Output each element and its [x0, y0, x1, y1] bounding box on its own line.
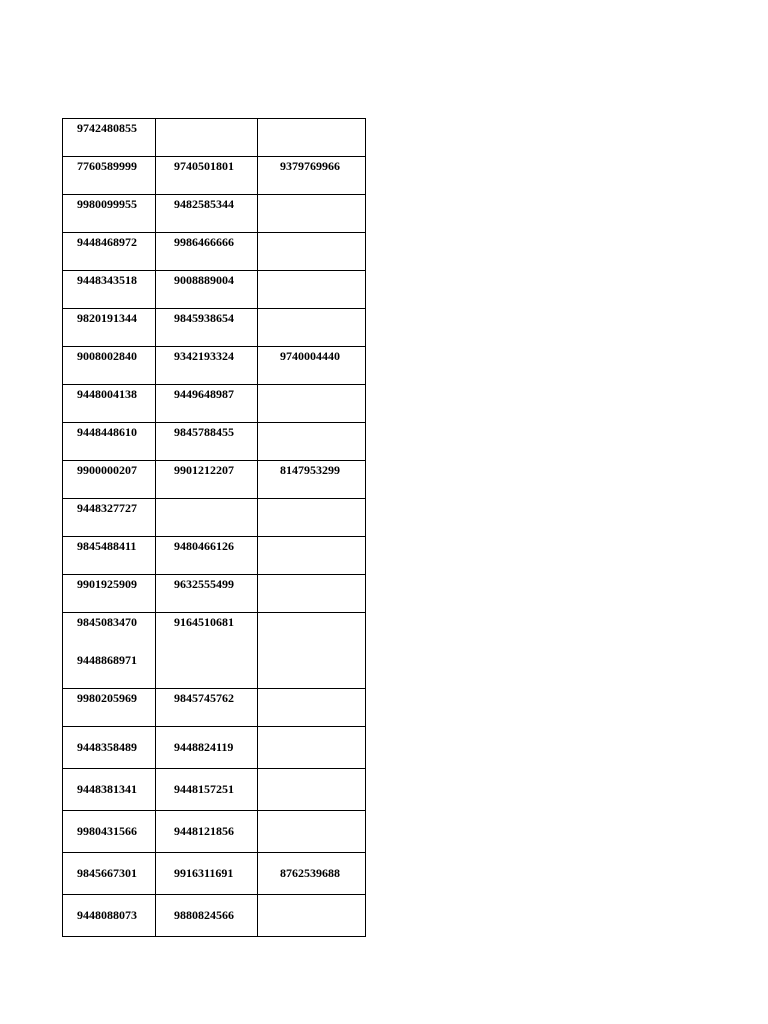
table-cell: [63, 537, 156, 575]
table-row: [63, 119, 366, 157]
cell-text: [258, 271, 365, 273]
cell-text: 9448327727: [77, 501, 137, 515]
table-cell: [156, 423, 258, 461]
table-cell: [156, 575, 258, 613]
table-cell: [156, 895, 258, 937]
cell-text: 9448468972: [77, 235, 137, 249]
table-cell: [156, 689, 258, 727]
cell-text: 7760589999: [77, 159, 137, 173]
table-cell: [258, 727, 366, 769]
cell-text: 9901925909: [77, 577, 137, 591]
cell-text: 9448448610: [77, 425, 137, 439]
cell-text: 9448824119: [174, 740, 234, 754]
table-cell: [156, 119, 258, 157]
cell-text: 9845938654: [174, 311, 234, 325]
table-cell: [63, 423, 156, 461]
table-cell: [258, 271, 366, 309]
table-cell: [63, 271, 156, 309]
cell-text: 9448381341: [77, 782, 137, 796]
cell-text: [258, 499, 365, 501]
table-row: [63, 461, 366, 499]
table-cell: [63, 347, 156, 385]
table-cell: [258, 385, 366, 423]
table-cell: [156, 769, 258, 811]
table-row: [63, 499, 366, 537]
cell-text: 9845083470: [77, 615, 137, 629]
table-cell: [156, 499, 258, 537]
table-row: [63, 233, 366, 271]
table-cell: [63, 811, 156, 853]
cell-text: 8147953299: [280, 463, 340, 477]
cell-text: 9480466126: [174, 539, 234, 553]
table-cell: [258, 811, 366, 853]
cell-text: [258, 119, 365, 121]
cell-text: 9448343518: [77, 273, 137, 287]
table-cell: [63, 195, 156, 233]
table-cell: [258, 195, 366, 233]
table-cell: [63, 613, 156, 689]
table-row: [63, 347, 366, 385]
table-cell: [156, 233, 258, 271]
table-cell: [258, 689, 366, 727]
table-cell: [258, 853, 366, 895]
table-cell: [156, 461, 258, 499]
table-cell: [63, 309, 156, 347]
table-cell: [156, 271, 258, 309]
table-cell: [63, 157, 156, 195]
table-cell: [63, 233, 156, 271]
phone-number-table: [62, 118, 366, 937]
cell-text: 9342193324: [174, 349, 234, 363]
table-row: [63, 537, 366, 575]
cell-text: [156, 119, 257, 121]
cell-text: 9448088073: [77, 908, 137, 922]
table-cell: [63, 769, 156, 811]
table-row: [63, 309, 366, 347]
table-cell: [258, 347, 366, 385]
cell-text: 9980431566: [77, 824, 137, 838]
table-cell: [258, 537, 366, 575]
cell-text: 9008889004: [174, 273, 234, 287]
cell-text: [258, 811, 365, 824]
table-cell: [156, 613, 258, 689]
table-row: [63, 423, 366, 461]
table-cell: [63, 575, 156, 613]
table-cell: [63, 853, 156, 895]
cell-text: [258, 233, 365, 235]
table-cell: [156, 195, 258, 233]
table-row: [63, 689, 366, 727]
table-cell: [258, 613, 366, 689]
table-cell: [63, 895, 156, 937]
cell-text: 9449648987: [174, 387, 234, 401]
table-row: [63, 385, 366, 423]
table-cell: [258, 895, 366, 937]
cell-text: 9980099955: [77, 197, 137, 211]
cell-text: 9980205969: [77, 691, 137, 705]
cell-text: [258, 613, 365, 615]
cell-text: 9880824566: [174, 908, 234, 922]
table-cell: [258, 461, 366, 499]
cell-text: 9448157251: [174, 782, 234, 796]
cell-text: 9740004440: [280, 349, 340, 363]
table-cell: [63, 119, 156, 157]
cell-text: 9482585344: [174, 197, 234, 211]
table-row: [63, 157, 366, 195]
cell-text: 9008002840: [77, 349, 137, 363]
cell-text: 9448868971: [77, 653, 137, 667]
table-cell: [258, 575, 366, 613]
table-row: [63, 853, 366, 895]
cell-text: 9845488411: [77, 539, 137, 553]
table-cell: [258, 157, 366, 195]
table-cell: [63, 385, 156, 423]
table-cell: [156, 385, 258, 423]
cell-text: 9845788455: [174, 425, 234, 439]
table-cell: [156, 727, 258, 769]
cell-text: 9900000207: [77, 463, 137, 477]
cell-text: [258, 195, 365, 197]
table-cell: [63, 727, 156, 769]
cell-text: 9845667301: [77, 866, 137, 880]
table-row: [63, 727, 366, 769]
cell-text: 8762539688: [280, 866, 340, 880]
table-row: [63, 895, 366, 937]
table-cell: [156, 537, 258, 575]
cell-text: [156, 499, 257, 501]
table-cell: [156, 347, 258, 385]
table-cell: [258, 233, 366, 271]
table-row: [63, 195, 366, 233]
cell-text: [258, 537, 365, 539]
table-cell: [63, 461, 156, 499]
table-row: [63, 271, 366, 309]
cell-text: [258, 769, 365, 782]
table-cell: [156, 309, 258, 347]
table-row: [63, 769, 366, 811]
table-cell: [63, 689, 156, 727]
cell-text: 9448121856: [174, 824, 234, 838]
table-cell: [156, 853, 258, 895]
cell-text: 9742480855: [77, 121, 137, 135]
cell-text: 9632555499: [174, 577, 234, 591]
table-row: [63, 575, 366, 613]
table-cell: [156, 811, 258, 853]
cell-text: 9164510681: [174, 615, 234, 629]
cell-text: 9916311691: [174, 866, 234, 880]
cell-text: 9820191344: [77, 311, 137, 325]
table-cell: [258, 769, 366, 811]
cell-text: [258, 309, 365, 311]
cell-text: [258, 895, 365, 908]
cell-text: [258, 689, 365, 691]
table-cell: [258, 423, 366, 461]
cell-text: 9901212207: [174, 463, 234, 477]
cell-text: 9845745762: [174, 691, 234, 705]
cell-text: 9740501801: [174, 159, 234, 173]
table-cell: [258, 309, 366, 347]
cell-text: 9448004138: [77, 387, 137, 401]
cell-text: 9986466666: [174, 235, 234, 249]
table-cell: [258, 499, 366, 537]
table-cell: [258, 119, 366, 157]
table-row: [63, 811, 366, 853]
cell-text: [258, 727, 365, 740]
cell-text: 9448358489: [77, 740, 137, 754]
table-cell: [63, 499, 156, 537]
cell-text: [258, 423, 365, 425]
cell-text: [258, 575, 365, 577]
cell-text: [258, 385, 365, 387]
cell-text: 9379769966: [280, 159, 340, 173]
table-row: [63, 613, 366, 689]
table-cell: [156, 157, 258, 195]
